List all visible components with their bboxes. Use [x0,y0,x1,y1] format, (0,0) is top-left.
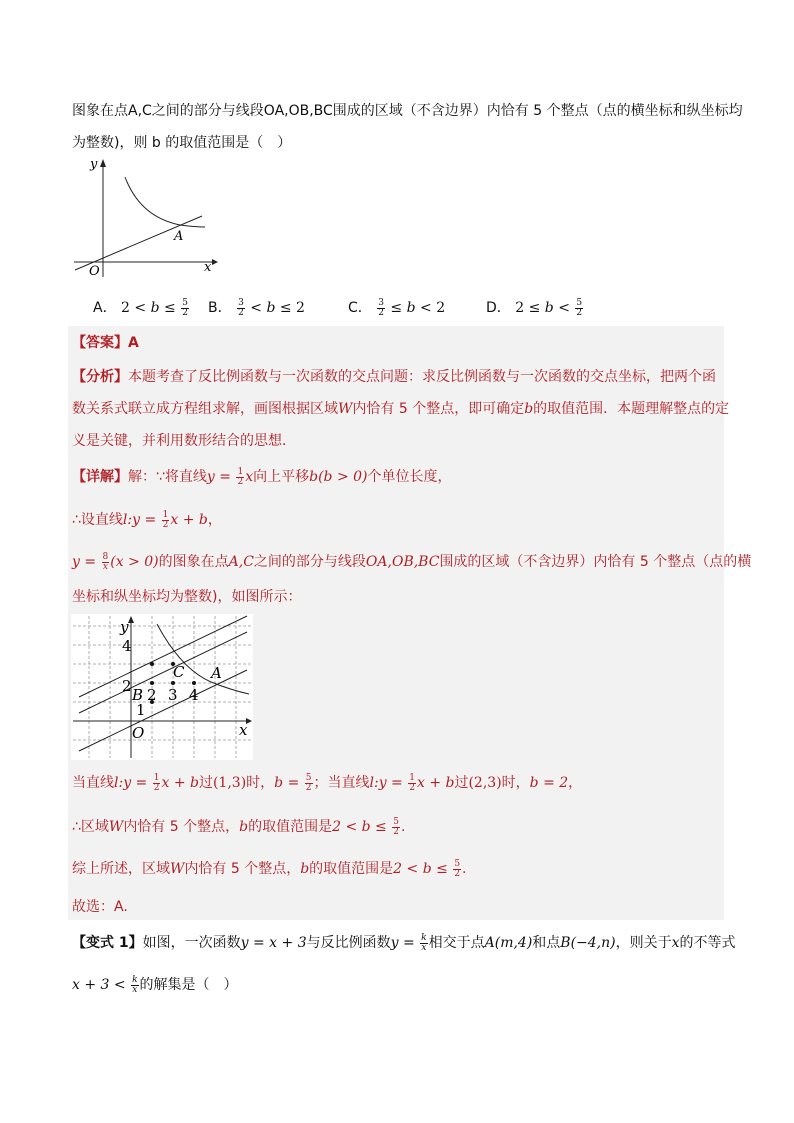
option-var: b [150,300,160,316]
choose-line: 故选：A. [72,899,128,915]
detail-line-3: y = $\frac{8}{x}$ (x > 0)的图象在点A,C之间的部分与线段OA,OB,BC围成的区域（不含边界）内恰有 5 个整点（点的横 [72,551,752,572]
grid-a-label: A [211,664,222,682]
fraction-five-halves: $\frac{5}{2}$ [454,858,461,879]
conclusion-line-1: ∴区域W内恰有 5 个整点，b的取值范围是2 < b ≤ $\frac{5}{2}$ . [72,816,406,837]
option-fraction: $\frac{5}{2}$ [576,297,583,318]
grid-b-label: B [132,686,144,704]
grid-tick-x3: 3 [168,686,178,704]
analysis-line-3: 义是关键，并利用数形结合的思想． [72,433,296,449]
grid-point [171,681,175,685]
option-c[interactable] [348,297,445,318]
grid-figure [71,614,253,760]
answer-value: A [128,335,139,351]
grid-point [150,681,154,685]
option-fraction: $\frac{3}{2}$ [378,297,384,318]
fraction-k-over-x: $\frac{k}{x}$ [421,932,427,953]
option-rel: < [134,300,147,316]
answer-tag: 【答案】 [72,335,128,351]
question-line-1: 图象在点A,C之间的部分与线段OA,OB,BC围成的区域（不含边界）内恰有 5 个整点（点的横坐标和纵坐标均 [72,103,743,119]
grid-point [150,662,154,666]
option-rel: ≤ [164,300,176,316]
grid-point [192,681,196,685]
analysis-tag: 【分析】 [72,369,128,385]
analysis-line-2: 数关系式联立成方程组求解，画图根据区域W内恰有 5 个整点，即可确定b的取值范围．本题理解整点的定 [72,401,730,417]
fraction-five-halves: $\frac{5}{2}$ [305,772,312,793]
option-rel: < [558,300,570,316]
grid-y-label: y [120,618,129,636]
option-left: 2 [121,300,130,316]
case-line: 当直线l:y = $\frac{1}{2}$ x + b过(1,3)时，b = $\frac{5}{2}$ ；当直线l:y = $\frac{1}{2}$ x + b过(2,3)时，b = 2， [72,772,583,793]
fig-o-label: O [89,264,100,279]
grid-tick-x2: 2 [147,686,157,704]
fraction-half: $\frac{1}{2}$ [162,509,169,530]
answer-line [72,333,139,353]
option-right: 2 [296,300,305,316]
option-letter: C． [348,300,372,316]
option-rel: ≤ [390,300,403,316]
fraction-five-halves: $\frac{5}{2}$ [393,816,399,837]
option-rel: < [250,300,262,316]
option-rel: ≤ [279,300,292,316]
detail-line-1: 【详解】解：∵将直线y = $\frac{1}{2}$ x向上平移b(b > 0)个单位长度， [72,466,452,487]
fraction-half: $\frac{1}{2}$ [409,772,415,793]
option-fraction: $\frac{5}{2}$ [182,297,188,318]
grid-c-label: C [173,663,185,681]
option-var: b [266,300,276,316]
detail-line-2: ∴设直线l:y = $\frac{1}{2}$ x + b， [72,509,222,530]
option-left: 2 [515,300,525,316]
option-var: b [544,300,554,316]
detail-tag: 【详解】 [72,469,128,485]
fig-y-label: y [90,157,98,172]
fraction-half: $\frac{1}{2}$ [153,772,160,793]
option-letter: D． [486,300,511,316]
fig-x-label: x [204,260,212,275]
fig-a-label: A [174,229,184,244]
grid-tick-x4: 4 [189,686,199,704]
fraction-k-over-x: $\frac{k}{x}$ [132,974,138,995]
question-figure [70,155,220,280]
option-d[interactable] [486,297,584,318]
fraction-half: $\frac{1}{2}$ [237,466,244,487]
option-a[interactable] [93,297,190,318]
option-b[interactable] [208,297,305,318]
grid-tick-2: 2 [122,677,132,695]
option-fraction: $\frac{3}{2}$ [238,297,244,318]
fraction-8-over-x: $\frac{8}{x}$ [102,551,109,572]
grid-tick-4: 4 [122,637,132,655]
option-letter: A． [93,300,117,316]
grid-o-label: O [132,724,145,742]
option-letter: B． [208,300,232,316]
question-line-2: 为整数)，则 b 的取值范围是（ ） [72,135,292,151]
variant-line-1: 【变式 1】如图，一次函数y = x + 3与反比例函数y = $\frac{k}{x}$ 相交于点A(m,4)和点B(−4,n)，则关于x的不等式 [72,932,736,953]
variant-tag: 【变式 1】 [72,935,143,951]
grid-x-label: x [239,721,248,739]
detail-line-4: 坐标和纵坐标均为整数)，如图所示： [72,589,302,605]
option-right: 2 [436,300,446,316]
option-var: b [406,300,416,316]
grid-tick-1: 1 [136,701,146,719]
option-rel: < [420,300,432,316]
analysis-text: 本题考查了反比例函数与一次函数的交点问题：求反比例函数与一次函数的交点坐标，把两个函 [128,369,716,385]
option-rel: ≤ [528,300,541,316]
analysis-line-1 [72,367,716,387]
variant-line-2: x + 3 < $\frac{k}{x}$ 的解集是（ ） [72,974,238,995]
conclusion-line-2: 综上所述，区域W内恰有 5 个整点，b的取值范围是2 < b ≤ $\frac{5}{2}$ . [72,858,467,879]
